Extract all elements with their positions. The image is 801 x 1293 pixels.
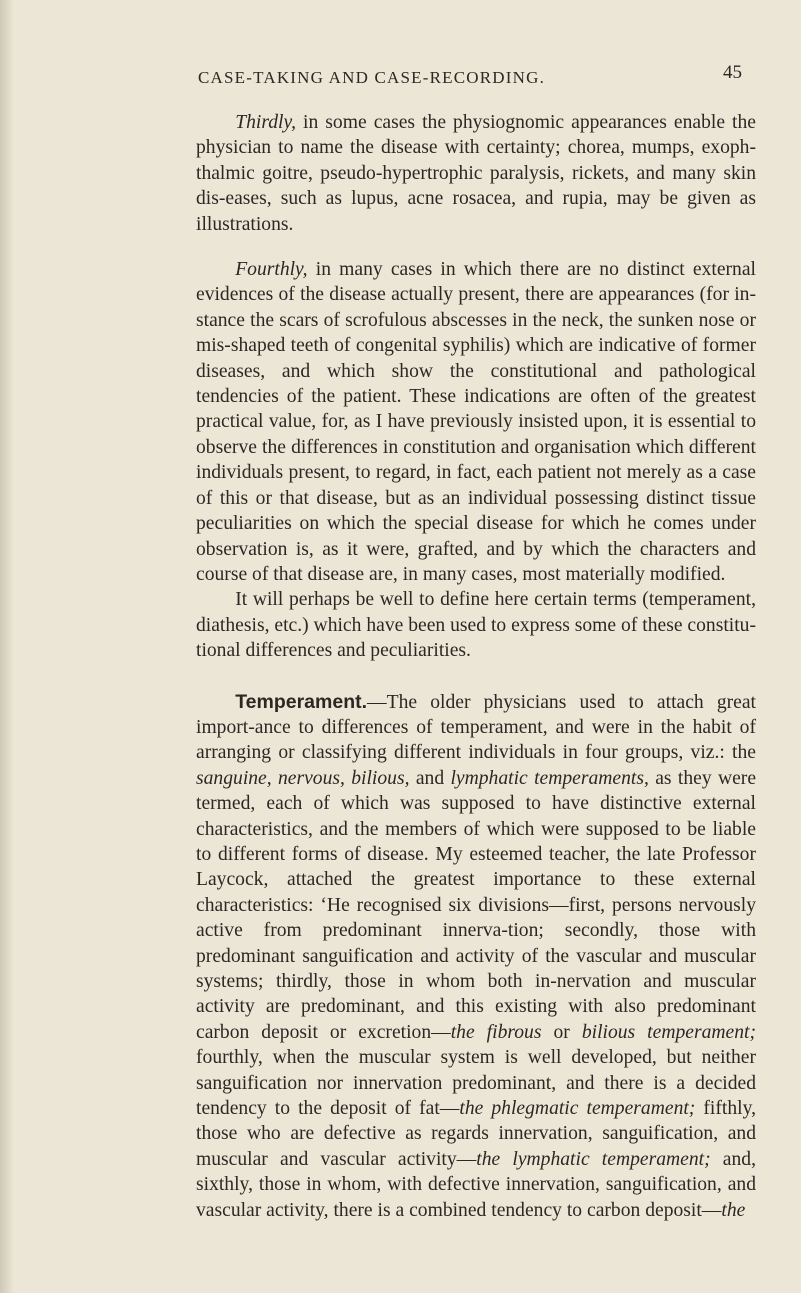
text-run: or xyxy=(541,1021,582,1043)
paragraph-lead: Thirdly, xyxy=(235,112,296,133)
page-edge-shadow xyxy=(0,0,14,1293)
paragraph-thirdly xyxy=(196,110,756,237)
text-run: as they were termed, each of which was supposed to have distinctive external characteristics, and the members of which were supposed to be liable to different forms of disease. My esteemed teacher, the late Professor Laycock, attached the greatest importance to these external characteristics: ‘He recognised six divisions—first, persons nervously active from predominant innerva-tion; secondly, those with predominant sanguification and activity of the vascular and muscular systems; thirdly, those in whom both in-nervation and muscular activity are predominant, and this existing with also predominant carbon deposit or excretion— xyxy=(196,767,757,1043)
text-run: and xyxy=(409,767,451,789)
paragraph-temperament xyxy=(196,690,756,1224)
italic-run: the fibrous xyxy=(450,1021,542,1043)
italic-run: lymphatic temperaments, xyxy=(450,767,649,789)
italic-run: the xyxy=(721,1199,746,1221)
paragraph-terms xyxy=(196,587,756,663)
paragraph-lead: Fourthly, xyxy=(235,259,308,281)
paragraph-body: in some cases the physiognomic appearances enable the physician to name the disease with certainty; chorea, mumps, exoph-thalmic goitre, pseudo-hypertrophic paralysis, rickets, and many skin dis-eases, such as lupus, acne rosacea, and rupia, may be given as illustrations. xyxy=(196,112,756,235)
running-head: CASE-TAKING AND CASE-RECORDING. xyxy=(198,68,546,87)
paragraph-body: It will perhaps be well to define here certain terms (temperament, diathesis, etc.) which have been used to express some of these constitu-tional differences and peculiarities. xyxy=(196,589,756,662)
text-run: and, sixthly, those in whom, with defective innervation, sanguification, and vascular activity, there is a combined tendency to carbon deposit— xyxy=(196,1148,756,1221)
italic-run: the lymphatic temperament; xyxy=(476,1148,711,1170)
page-number: 45 xyxy=(723,62,742,83)
body-text xyxy=(196,110,756,1223)
text-run: fifthly, those who are defective as regards innervation, sanguification, and muscular and vascular activity— xyxy=(196,1098,757,1170)
italic-run: sanguine, nervous, bilious, xyxy=(196,767,410,789)
italic-run: the phlegmatic temperament; xyxy=(459,1098,696,1120)
paragraph-body: in many cases in which there are no distinct external evidences of the disease actually present, there are appearances (for in-stance the scars of scrofulous abscesses in the neck, the sunken nose or mis-shaped teeth of congenital syphilis) which are indicative of former diseases, and which show the constitutional and pathological tendencies of the patient. These indications are often of the greatest practical value, for, as I have previously insisted upon, it is essential to observe the differences in constitution and organisation which different individuals present, to regard, in fact, each patient not merely as a case of this or that disease, but as an individual possessing distinct tissue peculiarities on which the special disease for which he comes under observation is, as it were, grafted, and by which the characters and course of that disease are, in many cases, most materially modified. xyxy=(196,259,756,585)
italic-run: bilious temperament; xyxy=(581,1021,756,1043)
text-run: —The older physicians used to attach great import-ance to differences of temperament, and were in the habit of arranging or classifying different individuals in four groups, viz.: the xyxy=(196,691,756,764)
text-run: fourthly, when the muscular system is well developed, but neither sanguification nor innervation predominant, and there is a decided tendency to the deposit of fat— xyxy=(196,1047,756,1120)
section-heading-temperament: Temperament. xyxy=(235,690,368,713)
paragraph-fourthly xyxy=(196,257,756,587)
